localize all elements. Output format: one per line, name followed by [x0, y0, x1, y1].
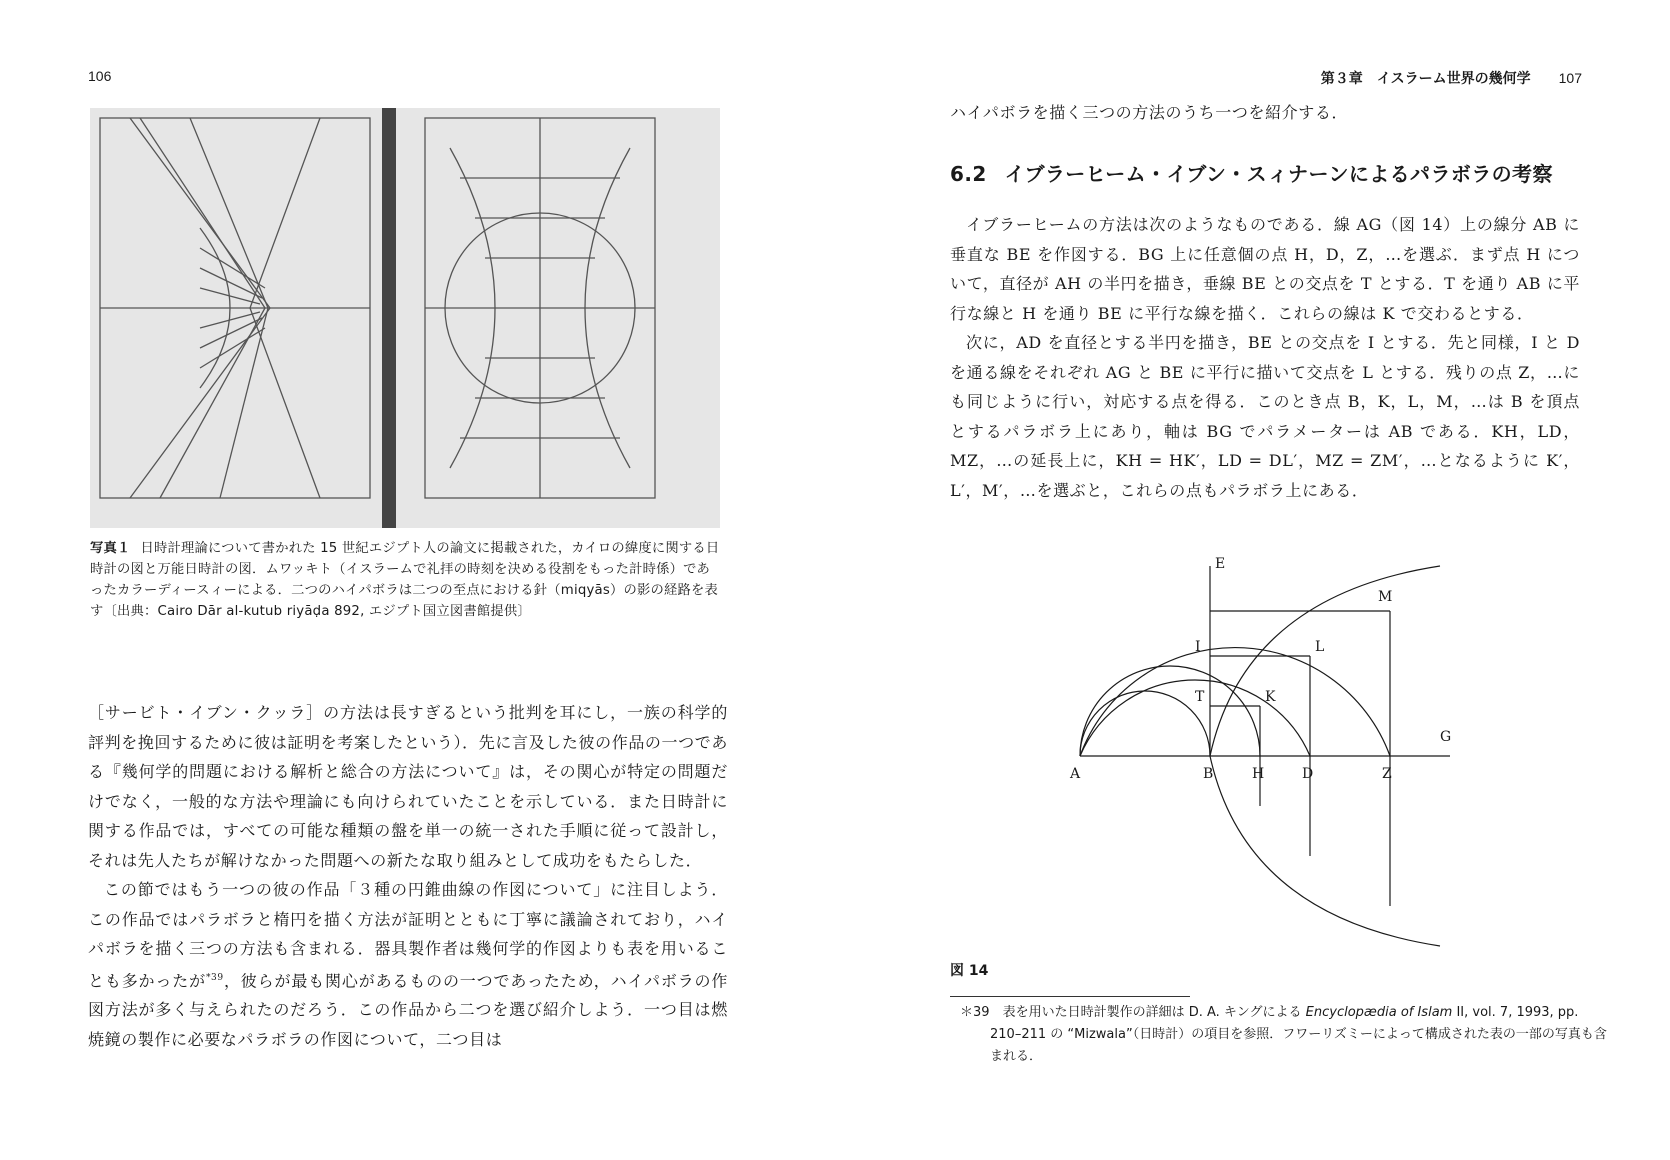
sundial-photo — [90, 108, 720, 528]
footnote-text-2: II, vol. 7, 1993, pp. 210–211 の “Mizwala”（日時計）の項目を参照．フワーリズミーによって構成された表の一部の写真も含まれる． — [990, 1005, 1607, 1064]
caption-label: 写真１ — [90, 541, 131, 556]
intro-line: ハイパボラを描く三つの方法のうち一つを紹介する． — [950, 103, 1349, 122]
parabola-lower — [1210, 756, 1440, 946]
point-label-K: K — [1265, 689, 1276, 705]
point-label-B: B — [1203, 766, 1214, 782]
right-body-text — [950, 210, 1580, 505]
right-paragraph-1: イブラーヒームの方法は次のようなものである．線 AG（図 14）上の線分 AB に垂直な BE を作図する．BG 上に任意個の点 H，D，Z，…を選ぶ．まず点 H について，直径が AH の半円を描き，垂線 BE との交点を T とする．T を通り AB に平行な線と H を通り BE に平行な線を描く．これらの線は K で交わるとする． — [950, 215, 1581, 323]
sundial-photo-icon — [90, 108, 720, 528]
point-label-T: T — [1195, 689, 1205, 705]
parabola-construction-diagram — [1060, 556, 1470, 956]
left-body-text — [88, 698, 728, 1054]
chapter-title: 第３章 イスラーム世界の幾何学 — [1320, 70, 1531, 86]
point-label-D: D — [1302, 766, 1314, 782]
figure-14-diagram — [1060, 556, 1470, 956]
running-header — [1321, 68, 1582, 88]
parabola-upper — [1210, 566, 1440, 756]
point-label-E: E — [1215, 556, 1226, 572]
point-label-G: G — [1440, 729, 1452, 745]
right-paragraph-2: 次に，AD を直径とする半円を描き，BE との交点を I とする．先と同様，I と D を通る線をそれぞれ AG と BE に平行に描いて交点を L とする．残りの点 Z，…にも同じように行い，対応する点を得る．このとき点 B，K，L，M，…は B を頂点とするパラボラ上にあり，軸は BG でパラメーターは AB である．KH，LD，MZ，…の延長上に，KH = HK′，LD = DL′，MZ = ZM′，…となるように K′，L′，M′，…を選ぶと，これらの点もパラボラ上にある． — [950, 333, 1580, 500]
section-heading — [950, 158, 1553, 187]
point-label-A: A — [1070, 766, 1081, 782]
caption-text: 日時計理論について書かれた 15 世紀エジプト人の論文に掲載された，カイロの緯度に関する日時計の図と万能日時計の図．ムワッキト（イスラームで礼拝の時刻を決める役割をもった計時係）であったカラーディースィーによる．二つのハイパボラは二つの至点における針（miqyās）の影の経路を表す〔出典：Cairo Dār al-kutub riyāḍa 892, エジプト国立図書館提供〕 — [90, 541, 720, 619]
left-paragraph-2-part-2: ，彼らが最も関心があるものの一つであったため，ハイパボラの作図方法が多く与えられたのだろう．この作品から二つを選び紹介しよう．一つ目は燃焼鏡の製作に必要なパラボラの作図について，二つ目は — [88, 970, 728, 1049]
point-label-H: H — [1252, 766, 1265, 782]
page-number-right: 107 — [1558, 70, 1582, 86]
footnote-reference[interactable]: *39 — [205, 972, 224, 983]
point-label-Z: Z — [1382, 766, 1392, 782]
semicircle-AZ — [1080, 648, 1390, 756]
figure-label: 図 14 — [950, 963, 989, 979]
section-title: イブラーヒーム・イブン・スィナーンによるパラボラの考察 — [1004, 162, 1553, 186]
footnote-text-1: 表を用いた日時計製作の詳細は D. A. キングによる — [1002, 1005, 1306, 1020]
page-number-left: 106 — [88, 68, 112, 84]
left-paragraph-1: ［サービト・イブン・クッラ］の方法は長すぎるという批判を耳にし，一族の科学的評判を挽回するために彼は証明を考案したという）．先に言及した彼の作品の一つである『幾何学的問題における解析と総合の方法について』は，その関心が特定の問題だけでなく，一般的な方法や理論にも向けられていたことを示している．また日時計に関する作品では，すべての可能な種類の盤を単一の統一された手順に従って設計し，それは先人たちが解けなかった問題への新たな取り組みとして成功をもたらした． — [88, 703, 728, 870]
semicircle-AH — [1080, 666, 1260, 756]
footnote-divider — [950, 996, 1190, 997]
point-label-L: L — [1315, 639, 1325, 655]
section-number: 6.2 — [950, 162, 987, 186]
footnote-39 — [960, 1002, 1610, 1068]
footnote-mark: ＊39 — [960, 1005, 990, 1020]
left-paragraph-2-part-1: この節ではもう一つの彼の作品「３種の円錐曲線の作図について」に注目しよう．この作品ではパラボラと楕円を描く方法が証明とともに丁寧に議論されており，ハイパボラを描く三つの方法も含まれる．器具製作者は幾何学的作図よりも表を用いることも多かったが — [88, 880, 728, 990]
point-label-M: M — [1378, 589, 1393, 605]
left-paragraph-2 — [88, 875, 728, 1054]
photo-caption — [90, 538, 720, 622]
footnote-title: Encyclopædia of Islam — [1305, 1005, 1453, 1020]
point-label-I: I — [1195, 639, 1201, 655]
